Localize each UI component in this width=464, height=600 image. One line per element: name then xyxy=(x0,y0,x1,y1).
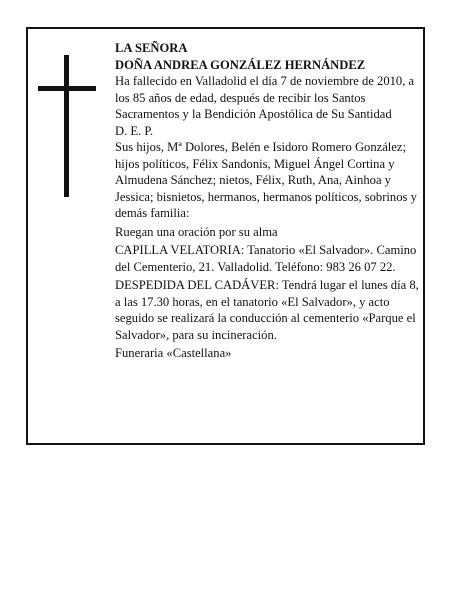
obituary-text xyxy=(115,40,423,362)
prayer-request: Ruegan una oración por su alma xyxy=(115,224,278,239)
cross-icon xyxy=(38,55,96,197)
obituary-notice xyxy=(26,27,425,445)
chapel-info: CAPILLA VELATORIA: Tanatorio «El Salvador». Camino del Cementerio, 21. Valladolid. Teléfono: 983 26 07 22. xyxy=(115,243,417,274)
death-info: Ha fallecido en Valladolid el día 7 de noviembre de 2010, a los 85 años de edad, después de recibir los Santos Sacramentos y la Bendición Apostólica de Su Santidad xyxy=(115,74,415,121)
deceased-name: DOÑA ANDREA GONZÁLEZ HERNÁNDEZ xyxy=(115,57,366,72)
rip-text: D. E. P. xyxy=(115,123,154,138)
family-list: Sus hijos, Mª Dolores, Belén e Isidoro Romero González; hijos políticos, Félix Sandonis, Miguel Ángel Cortina y Almudena Sánchez; nietos, Félix, Ruth, Ana, Ainhoa y Jessica; bisnietos, hermanos, hermanos políticos, sobrinos y demás familia: xyxy=(115,140,417,220)
notice-title: LA SEÑORA xyxy=(115,41,188,55)
farewell-info: DESPEDIDA DEL CADÁVER: Tendrá lugar el lunes día 8, a las 17.30 horas, en el tanatorio «El Salvador», y acto seguido se realizará la conducción al cementerio «Parque el Salvador», para su incineración. xyxy=(115,278,419,342)
cross-horizontal-bar xyxy=(38,86,96,91)
cross-vertical-bar xyxy=(64,55,69,197)
funeral-home: Funeraria «Castellana» xyxy=(115,346,232,360)
